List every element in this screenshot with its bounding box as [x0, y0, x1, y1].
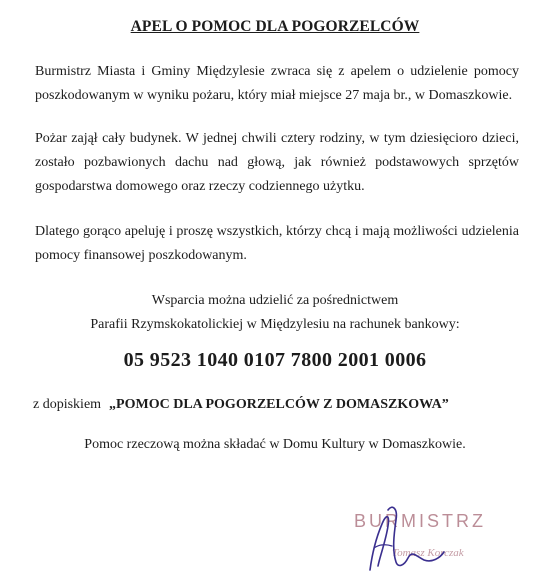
support-info [0, 289, 550, 337]
material-help-info: Pomoc rzeczową można składać w Domu Kultury w Domaszkowie. [84, 437, 466, 452]
handwritten-signature [340, 500, 540, 573]
transfer-note [33, 397, 449, 413]
support-line-1: Wsparcia można udzielić za pośrednictwem [151, 293, 399, 308]
paragraph-fire-description: Pożar zajął cały budynek. W jednej chwili cztery rodziny, w tym dziesięcioro dzieci, zostało pozbawionych dachu nad głową, jak również podstawowych sprzętów gospodarstwa domowego oraz rzeczy codziennego użytku. [35, 131, 519, 194]
bank-account-number: 05 9523 1040 0107 7800 2001 0006 [123, 349, 427, 371]
support-line-2: Parafii Rzymskokatolickiej w Międzylesiu na rachunek bankowy: [90, 317, 460, 332]
transfer-note-prefix: z dopiskiem [33, 397, 102, 412]
document-title: APEL O POMOC DLA POGORZELCÓW [130, 18, 420, 35]
mayor-stamp-and-signature [340, 500, 540, 573]
svg-text:Tomasz Korczak: Tomasz Korczak [392, 547, 464, 559]
paragraph-appeal-request: Dlatego gorąco apeluję i proszę wszystkich, którzy chcą i mają możliwości udzielenia pomocy finansowej poszkodowanym. [35, 224, 519, 263]
paragraph-appeal-intro: Burmistrz Miasta i Gminy Międzylesie zwraca się z apelem o udzielenie pomocy poszkodowanym w wyniku pożaru, który miał miejsce 27 maja br., w Domaszkowie. [35, 64, 519, 103]
mayor-stamp: BURMISTRZ [354, 511, 486, 531]
transfer-note-text: „POMOC DLA POGORZELCÓW Z DOMASZKOWA” [109, 397, 449, 412]
